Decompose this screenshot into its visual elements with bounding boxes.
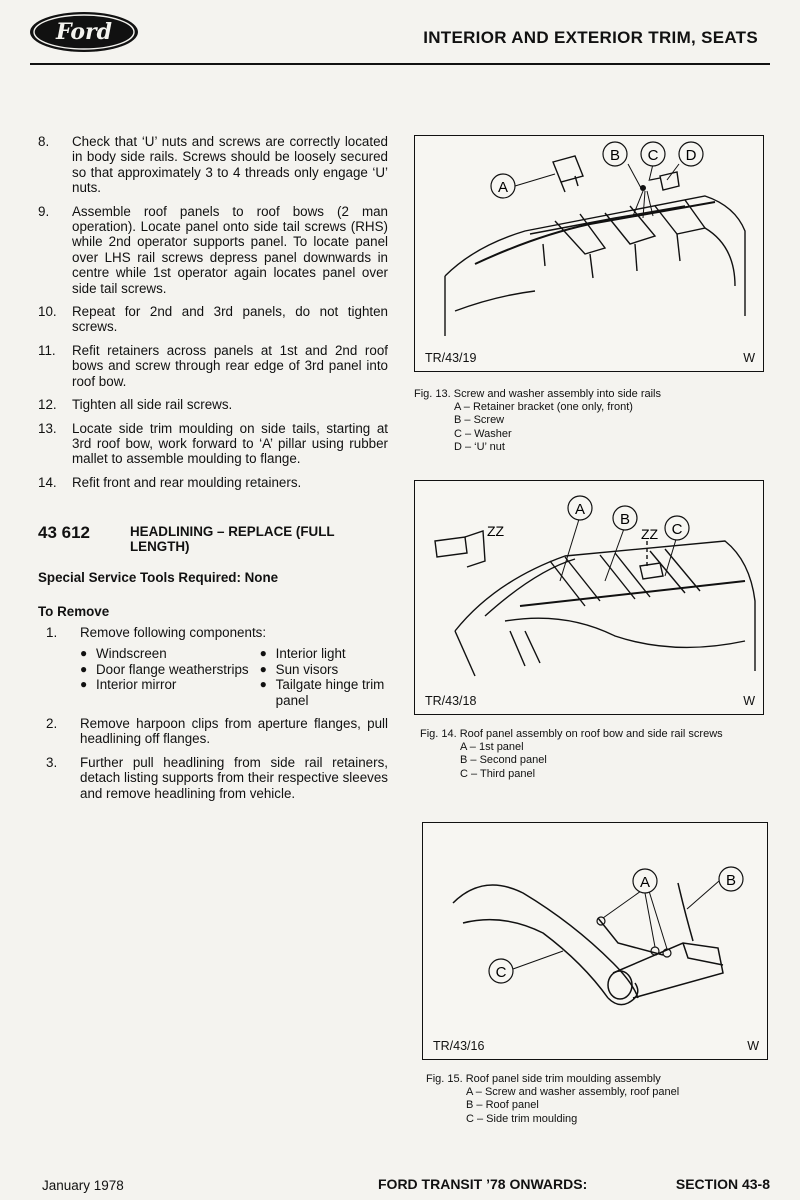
- component-column-right: [260, 646, 388, 708]
- ford-logo: [28, 10, 140, 54]
- step-text: Refit front and rear moulding retainers.: [72, 474, 302, 490]
- caption-item: C – Washer: [454, 427, 512, 440]
- callout-label: B: [725, 872, 737, 889]
- left-column: [38, 134, 388, 809]
- caption-title: Fig. 14. Roof panel assembly on roof bow and side rail screws: [420, 728, 723, 740]
- step-number: 12.: [38, 397, 57, 413]
- callout-label: C: [647, 147, 659, 164]
- step-number: 9.: [38, 203, 50, 219]
- component-text: Interior light: [275, 646, 346, 662]
- step-text: Locate side trim moulding on side tails, starting at 3rd roof bow, work forward to ‘A’ pillar using rubber mallet to assemble moulding to flange.: [72, 420, 388, 467]
- step-item: [38, 304, 388, 335]
- component-text: Sun visors: [275, 661, 339, 677]
- caption-item: C – Third panel: [460, 767, 536, 780]
- step-text: Check that ‘U’ nuts and screws are correctly located in body side rails. Screws should be loosely secured so that approximately 3 to 4 threads only engage ‘U’ nuts.: [72, 134, 388, 196]
- header-rule: [30, 63, 770, 65]
- bullet-icon: ●: [259, 646, 267, 661]
- step-item: [38, 475, 388, 490]
- step-text: Tighten all side rail screws.: [72, 397, 233, 413]
- list-item: [80, 646, 260, 661]
- figure-15-illustration: [423, 823, 767, 1059]
- footer-title: FORD TRANSIT ’78 ONWARDS:: [378, 1176, 588, 1192]
- list-item: [80, 662, 260, 677]
- step-text: Refit retainers across panels at 1st and 2nd roof bows and screw through rear edge of 3rd panel into roof bow.: [72, 342, 388, 389]
- bullet-icon: ●: [259, 661, 267, 676]
- caption-title: Fig. 13. Screw and washer assembly into side rails: [414, 388, 661, 400]
- callout-label: C: [495, 964, 507, 981]
- list-item: [260, 646, 388, 661]
- section-title: HEADLINING – REPLACE (FULL LENGTH): [130, 524, 335, 555]
- figure-corner-mark: W: [743, 351, 755, 365]
- bullet-icon: ●: [259, 677, 267, 692]
- figure-14-illustration: [415, 481, 763, 714]
- step-number: 2.: [46, 715, 58, 731]
- bullet-icon: ●: [80, 646, 88, 661]
- callout-label: B: [619, 511, 631, 528]
- bullet-icon: ●: [80, 661, 88, 676]
- figure-15: [422, 822, 768, 1060]
- figure-13: [414, 135, 764, 372]
- caption-item: C – Side trim moulding: [466, 1112, 578, 1125]
- figure-reference: TR/43/18: [425, 694, 477, 708]
- component-column-left: [80, 646, 260, 708]
- step-text: Repeat for 2nd and 3rd panels, do not tighten screws.: [72, 304, 388, 335]
- step-text: Remove harpoon clips from aperture flanges, pull headlining off flanges.: [80, 715, 388, 747]
- step-item: [38, 204, 388, 296]
- caption-item: B – Second panel: [460, 754, 547, 767]
- callout-label: A: [574, 501, 586, 518]
- footer-section: SECTION 43-8: [675, 1176, 770, 1192]
- dimension-label: ZZ: [641, 526, 659, 542]
- caption-item: A – 1st panel: [460, 741, 524, 754]
- step-number: 11.: [38, 342, 56, 358]
- step-item: [38, 397, 388, 412]
- step-number: 10.: [38, 304, 57, 320]
- list-item: [260, 662, 388, 677]
- caption-item: B – Screw: [454, 414, 505, 427]
- component-list: [80, 646, 388, 708]
- footer-date: January 1978: [42, 1178, 124, 1193]
- component-text: Tailgate hinge trim panel: [275, 677, 385, 708]
- list-item: [260, 677, 388, 708]
- figure-13-illustration: [415, 136, 763, 371]
- figure-13-caption: [414, 388, 774, 454]
- figure-reference: TR/43/16: [433, 1039, 485, 1053]
- callout-label: A: [497, 179, 509, 196]
- step-number: 14.: [38, 474, 57, 490]
- header-title: INTERIOR AND EXTERIOR TRIM, SEATS: [423, 28, 758, 47]
- bullet-icon: ●: [80, 677, 88, 692]
- callout-label: C: [671, 521, 683, 538]
- step-item: [38, 343, 388, 389]
- logo-text: Ford: [55, 19, 113, 45]
- step-item: [38, 134, 388, 196]
- remove-step: [38, 716, 388, 747]
- callout-label: A: [639, 874, 651, 891]
- remove-step: [38, 625, 388, 640]
- list-item: [80, 677, 260, 692]
- step-text: Further pull headlining from side rail retainers, detach listing supports from their respective sleeves and remove headlining from vehicle.: [80, 754, 388, 801]
- step-text: Remove following components:: [80, 624, 267, 640]
- step-number: 1.: [46, 624, 58, 640]
- figure-15-caption: [426, 1073, 786, 1126]
- section-heading: [38, 524, 388, 554]
- caption-title: Fig. 15. Roof panel side trim moulding assembly: [426, 1073, 661, 1085]
- to-remove-heading: To Remove: [38, 603, 110, 619]
- special-tools-line: Special Service Tools Required: None: [38, 570, 279, 586]
- step-list-part1: [38, 134, 388, 490]
- component-text: Windscreen: [96, 646, 167, 662]
- caption-item: A – Screw and washer assembly, roof panel: [466, 1086, 680, 1099]
- step-number: 13.: [38, 420, 57, 436]
- component-text: Interior mirror: [96, 677, 177, 693]
- remove-step: [38, 755, 388, 801]
- dimension-label: ZZ: [487, 523, 505, 539]
- figure-14: [414, 480, 764, 715]
- step-text: Assemble roof panels to roof bows (2 man operation). Locate panel onto side tail screws (RHS) while 2nd operator supports panel. To locate panel over LHS rail screws depress panel downwards in centre while 1st operator again locates panel over side tail screws.: [72, 203, 388, 296]
- figure-corner-mark: W: [747, 1039, 759, 1053]
- step-number: 3.: [46, 754, 58, 770]
- callout-label: B: [609, 147, 621, 164]
- figure-14-caption: [420, 728, 780, 781]
- callout-label: D: [685, 147, 697, 164]
- caption-item: A – Retainer bracket (one only, front): [454, 401, 633, 414]
- step-number: 8.: [38, 134, 50, 149]
- figure-corner-mark: W: [743, 694, 755, 708]
- component-text: Door flange weatherstrips: [96, 661, 249, 677]
- caption-item: B – Roof panel: [466, 1099, 539, 1112]
- section-number: 43 612: [38, 523, 90, 543]
- step-item: [38, 421, 388, 467]
- caption-item: D – ‘U’ nut: [454, 440, 505, 453]
- figure-reference: TR/43/19: [425, 351, 477, 365]
